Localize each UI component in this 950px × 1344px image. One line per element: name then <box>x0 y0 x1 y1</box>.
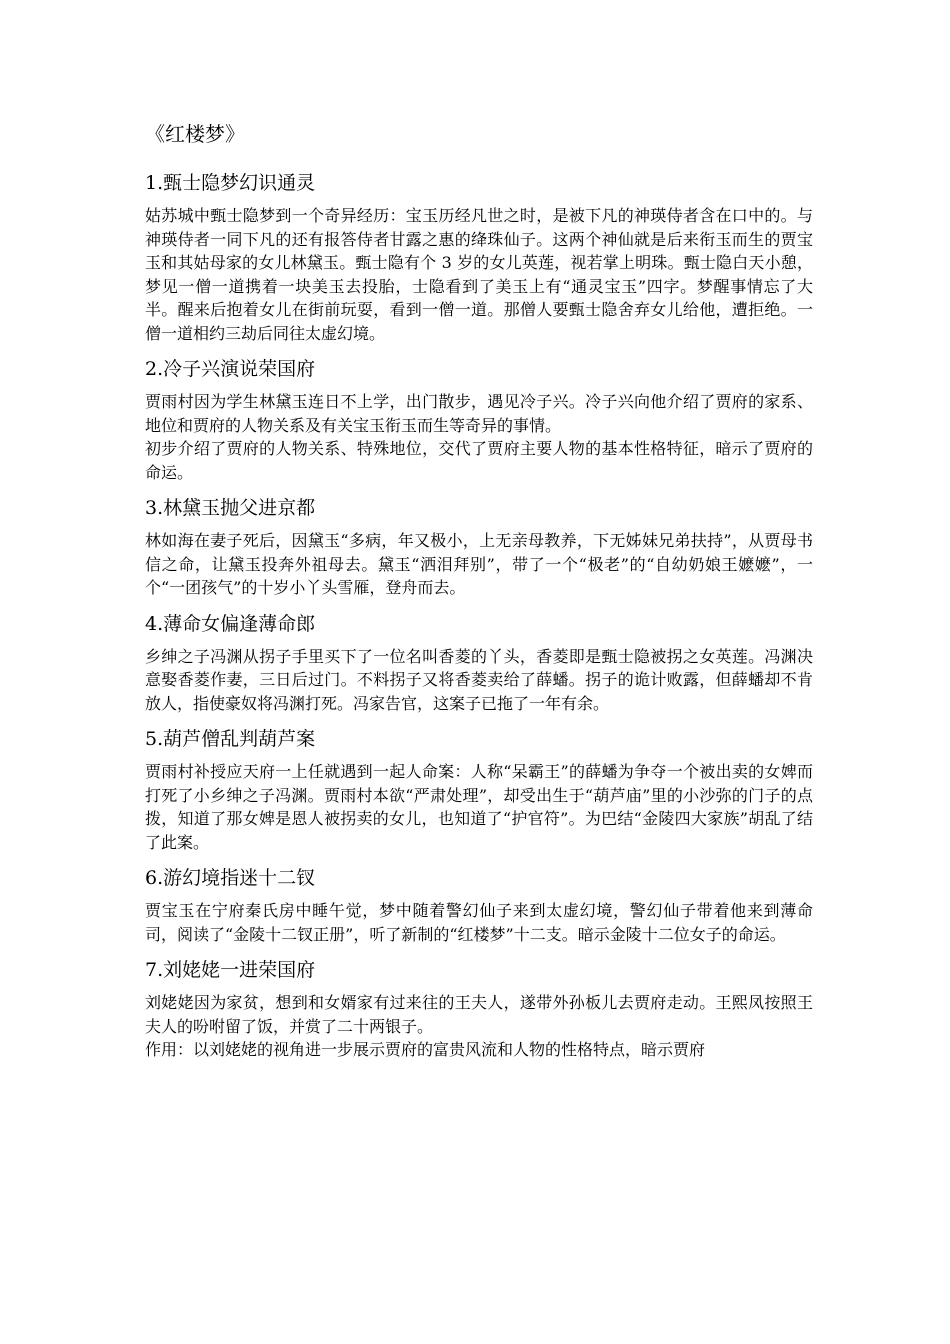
section-paragraph: 作用：以刘姥姥的视角进一步展示贾府的富贵风流和人物的性格特点，暗示贾府 <box>145 1040 706 1059</box>
section-paragraph: 刘姥姥因为家贫，想到和女婿家有过来往的王夫人，遂带外孙板儿去贾府走动。王熙凤按照王夫人的吩咐留了饭，并赏了二十两银子。 <box>145 993 813 1036</box>
section-2 <box>145 354 813 484</box>
section-3 <box>145 493 813 600</box>
section-7 <box>145 955 813 1062</box>
section-4 <box>145 609 813 716</box>
section-6 <box>145 863 813 946</box>
section-paragraph: 初步介绍了贾府的人物关系、特殊地位，交代了贾府主要人物的基本性格特征，暗示了贾府的命运。 <box>145 439 813 482</box>
section-heading: 7.刘姥姥一进荣国府 <box>145 959 316 981</box>
section-5 <box>145 724 813 854</box>
section-paragraph: 贾雨村因为学生林黛玉连日不上学，出门散步，遇见冷子兴。冷子兴向他介绍了贾府的家系、地位和贾府的人物关系及有关宝玉衔玉而生等奇异的事情。 <box>145 392 813 435</box>
section-heading: 3.林黛玉抛父进京都 <box>145 497 316 519</box>
section-paragraph: 乡绅之子冯渊从拐子手里买下了一位名叫香菱的丫头，香菱即是甄士隐被拐之女英莲。冯渊决意娶香菱作妻，三日后过门。不料拐子又将香菱卖给了薛蟠。拐子的诡计败露，但薛蟠却不肯放人，指使豪奴将冯渊打死。冯家告官，这案子已拖了一年有余。 <box>145 646 813 713</box>
section-heading: 4.薄命女偏逢薄命郎 <box>145 612 316 635</box>
document-page <box>145 118 813 1071</box>
section-heading: 5.葫芦僧乱判葫芦案 <box>145 728 316 750</box>
document-title: 《红楼梦》 <box>145 122 245 146</box>
section-paragraph: 林如海在妻子死后，因黛玉“多病，年又极小，上无亲母教养，下无姊妹兄弟扶持”，从贾母书信之命，让黛玉投奔外祖母去。黛玉“洒泪拜别”，带了一个“极老”的“自幼奶娘王嬷嬷”，一个“一团孩气”的十岁小丫头雪雁，登舟而去。 <box>145 531 813 597</box>
section-heading: 1.甄士隐梦幻识通灵 <box>145 172 316 194</box>
section-paragraph: 贾宝玉在宁府秦氏房中睡午觉，梦中随着警幻仙子来到太虚幻境，警幻仙子带着他来到薄命司，阅读了“金陵十二钗正册”，听了新制的“红楼梦”十二支。暗示金陵十二位女子的命运。 <box>145 901 813 944</box>
section-paragraph: 贾雨村补授应天府一上任就遇到一起人命案：人称“呆霸王”的薛蟠为争夺一个被出卖的女婢而打死了小乡绅之子冯渊。贾雨村本欲“严肃处理”，却受出生于“葫芦庙”里的小沙弥的门子的点拨，知道了那女婢是恩人被拐卖的女儿，也知道了“护官符”。为巴结“金陵四大家族”胡乱了结了此案。 <box>145 762 813 852</box>
section-paragraph: 姑苏城中甄士隐梦到一个奇异经历：宝玉历经凡世之时，是被下凡的神瑛侍者含在口中的。与神瑛侍者一同下凡的还有报答侍者甘露之惠的绛珠仙子。这两个神仙就是后来衔玉而生的贾宝玉和其姑母家的女儿林黛玉。甄士隐有个 3 岁的女儿英莲，视若掌上明珠。甄士隐白天小憩，梦见一僧一道携着一块美玉去投胎，士隐看到了美玉上有“通灵宝玉”四字。梦醒事情忘了大半。醒来后抱着女儿在街前玩耍，看到一僧一道。那僧人要甄士隐舍弃女儿给他，遭拒绝。一僧一道相约三劫后同往太虚幻境。 <box>145 206 813 343</box>
section-heading: 2.冷子兴演说荣国府 <box>145 358 316 380</box>
section-heading: 6.游幻境指迷十二钗 <box>145 867 316 889</box>
section-1 <box>145 168 813 345</box>
